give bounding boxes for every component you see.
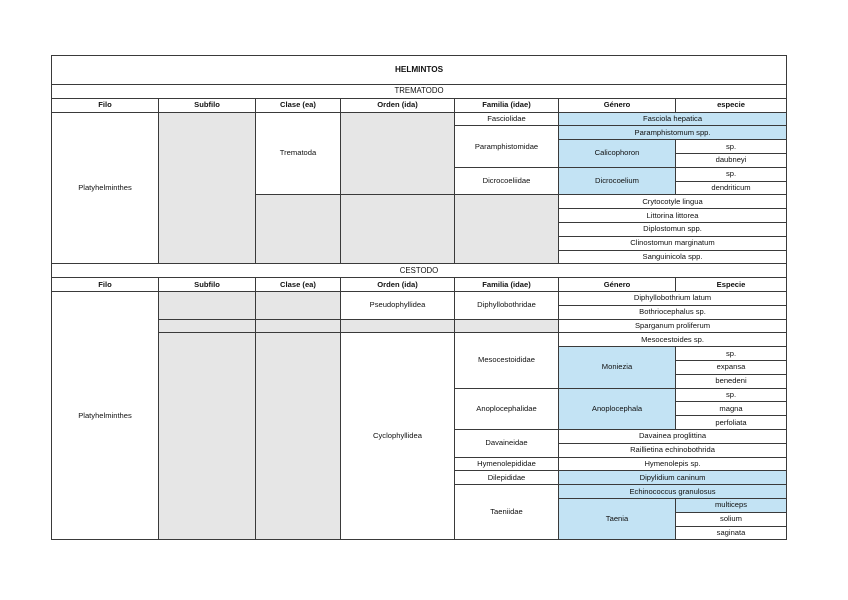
col-header: especie xyxy=(676,98,787,112)
col-header: Clase (ea) xyxy=(256,278,341,292)
familia-cell: Hymenolepididae xyxy=(455,457,559,471)
species-cell: Davainea proglittina xyxy=(559,429,787,443)
species-cell: Sparganum proliferum xyxy=(559,319,787,333)
col-header: Subfilo xyxy=(159,278,256,292)
col-header: Clase (ea) xyxy=(256,98,341,112)
species-cell: solium xyxy=(676,512,787,526)
col-header: Género xyxy=(559,278,676,292)
species-cell: daubneyi xyxy=(676,153,787,167)
species-cell: Fasciola hepatica xyxy=(559,112,787,126)
col-header: Género xyxy=(559,98,676,112)
familia-cell: Anoplocephalidae xyxy=(455,388,559,429)
species-cell: Hymenolepis sp. xyxy=(559,457,787,471)
species-cell: sp. xyxy=(676,140,787,154)
empty-cell xyxy=(341,195,455,264)
col-header: Familia (idae) xyxy=(455,278,559,292)
filo-cell: Platyhelminthes xyxy=(52,291,159,539)
col-header: Filo xyxy=(52,98,159,112)
species-cell: Paramphistomum spp. xyxy=(559,126,787,140)
empty-cell xyxy=(256,195,341,264)
familia-cell: Dicrocoeliidae xyxy=(455,167,559,195)
clase-cell: Trematoda xyxy=(256,112,341,195)
familia-cell: Paramphistomidae xyxy=(455,126,559,167)
familia-cell: Dilepididae xyxy=(455,471,559,485)
genero-cell: Moniezia xyxy=(559,347,676,388)
empty-cell xyxy=(455,319,559,333)
table-title: HELMINTOS xyxy=(52,56,787,85)
empty-cell xyxy=(159,319,256,333)
empty-cell xyxy=(159,112,256,264)
filo-cell: Platyhelminthes xyxy=(52,112,159,264)
col-header: Familia (idae) xyxy=(455,98,559,112)
species-cell: Diplostomun spp. xyxy=(559,222,787,236)
species-cell: sp. xyxy=(676,347,787,361)
familia-cell: Mesocestoididae xyxy=(455,333,559,388)
genero-cell: Taenia xyxy=(559,498,676,539)
species-cell: sp. xyxy=(676,167,787,181)
genero-cell: Calicophoron xyxy=(559,140,676,168)
empty-cell xyxy=(455,195,559,264)
header-row xyxy=(52,98,787,112)
header-row xyxy=(52,278,787,292)
section-cestodo: CESTODO xyxy=(52,264,787,278)
familia-cell: Taeniidae xyxy=(455,485,559,540)
species-cell: dendriticum xyxy=(676,181,787,195)
species-cell: benedeni xyxy=(676,374,787,388)
section-trematodo: TREMATODO xyxy=(52,85,787,99)
species-cell: Diphyllobothrium latum xyxy=(559,291,787,305)
col-header: Especie xyxy=(676,278,787,292)
orden-cell: Pseudophyllidea xyxy=(341,291,455,319)
species-cell: Sanguinicola spp. xyxy=(559,250,787,264)
empty-cell xyxy=(256,291,341,319)
species-cell: Littorina littorea xyxy=(559,209,787,223)
species-cell: Mesocestoides sp. xyxy=(559,333,787,347)
species-cell: saginata xyxy=(676,526,787,540)
genero-cell: Anoplocephala xyxy=(559,388,676,429)
species-cell: sp. xyxy=(676,388,787,402)
empty-cell xyxy=(256,333,341,540)
species-cell: expansa xyxy=(676,360,787,374)
orden-cell: Cyclophyllidea xyxy=(341,333,455,540)
col-header: Filo xyxy=(52,278,159,292)
empty-cell xyxy=(256,319,341,333)
species-cell: multiceps xyxy=(676,498,787,512)
species-cell: Raillietina echinobothrida xyxy=(559,443,787,457)
species-cell: Dipylidium caninum xyxy=(559,471,787,485)
empty-cell xyxy=(341,319,455,333)
helmintos-table xyxy=(51,55,787,540)
genero-cell: Dicrocoelium xyxy=(559,167,676,195)
familia-cell: Davaineidae xyxy=(455,429,559,457)
familia-cell: Diphyllobothridae xyxy=(455,291,559,319)
species-cell: Bothriocephalus sp. xyxy=(559,305,787,319)
col-header: Subfilo xyxy=(159,98,256,112)
species-cell: magna xyxy=(676,402,787,416)
species-cell: Clinostomun marginatum xyxy=(559,236,787,250)
species-cell: Crytocotyle lingua xyxy=(559,195,787,209)
col-header: Orden (ida) xyxy=(341,98,455,112)
species-cell: Echinococcus granulosus xyxy=(559,485,787,499)
col-header: Orden (ida) xyxy=(341,278,455,292)
species-cell: perfoliata xyxy=(676,416,787,430)
familia-cell: Fasciolidae xyxy=(455,112,559,126)
empty-cell xyxy=(341,112,455,195)
empty-cell xyxy=(159,291,256,319)
empty-cell xyxy=(159,333,256,540)
